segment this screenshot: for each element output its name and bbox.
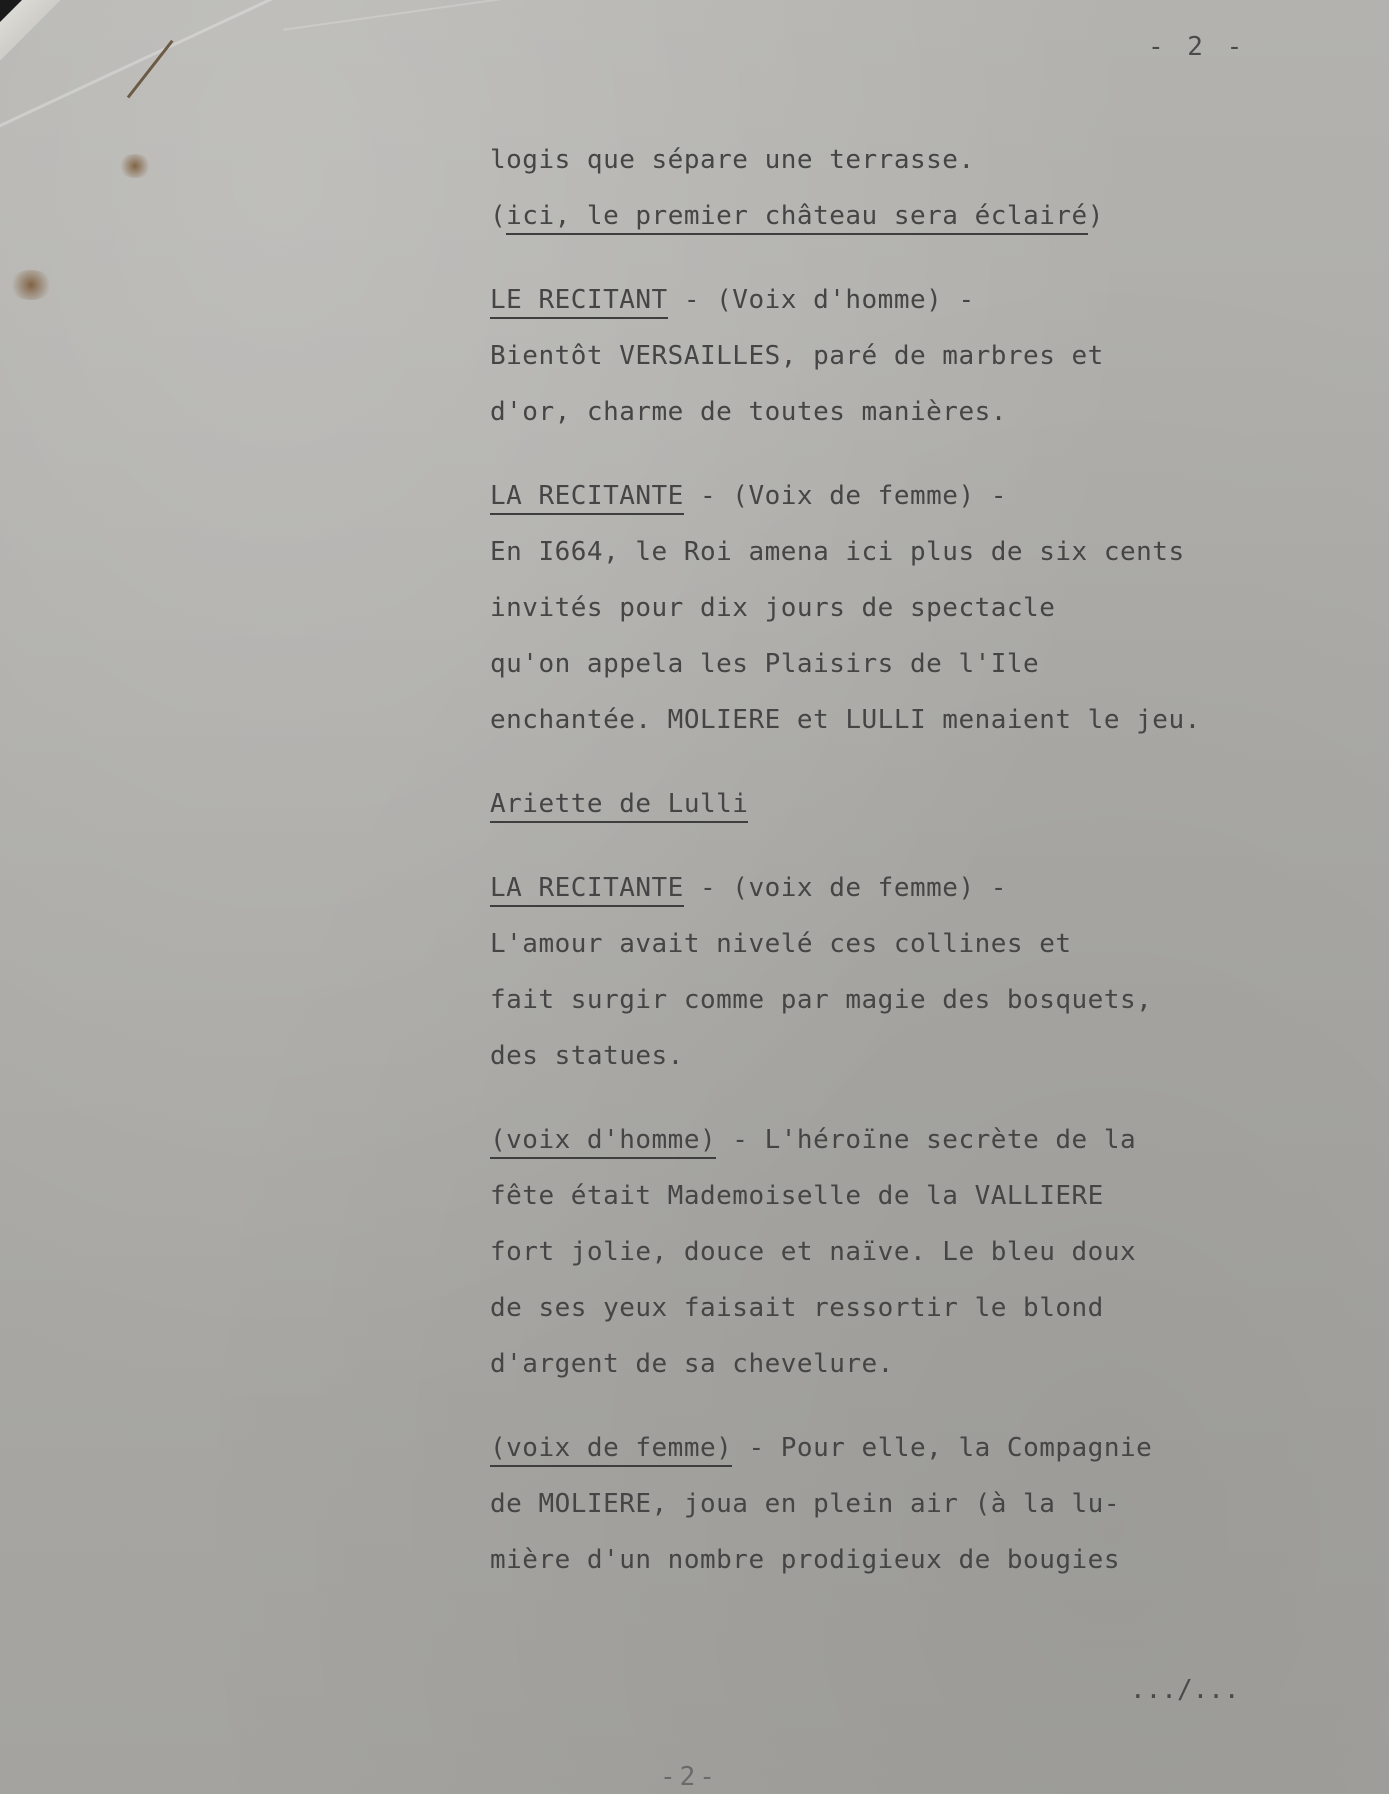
- speaker-line: (voix d'homme) - L'héroïne secrète de la: [490, 1120, 1350, 1176]
- staple-icon: [127, 40, 174, 99]
- text-line: de ses yeux faisait ressortir le blond: [490, 1293, 1104, 1323]
- text-line: fait surgir comme par magie des bosquets,: [490, 985, 1153, 1015]
- text-line: logis que sépare une terrasse.: [490, 145, 975, 175]
- text-line: mière d'un nombre prodigieux de bougies: [490, 1545, 1120, 1575]
- text-line: fort jolie, douce et naïve. Le bleu doux: [490, 1237, 1137, 1267]
- footer-page-number: -2-: [660, 1762, 719, 1792]
- text-line: d'argent de sa chevelure.: [490, 1349, 894, 1379]
- voice-direction: - (Voix d'homme) -: [667, 285, 975, 315]
- text-line: d'or, charme de toutes manières.: [490, 397, 1007, 427]
- voice-direction: (voix d'homme): [490, 1125, 716, 1159]
- rust-stain: [8, 270, 54, 300]
- speaker-line: [490, 868, 1350, 924]
- paper-fold-crease-top: [283, 0, 976, 31]
- voice-direction: (voix de femme): [490, 1433, 732, 1467]
- script-text: [490, 140, 1350, 1596]
- text-line: qu'on appela les Plaisirs de l'Ile: [490, 649, 1040, 679]
- text-line: invités pour dix jours de spectacle: [490, 593, 1056, 623]
- text-line: des statues.: [490, 1041, 684, 1071]
- speaker-name: LE RECITANT: [490, 285, 668, 319]
- text-line: de MOLIERE, joua en plein air (à la lu-: [490, 1489, 1120, 1519]
- text-line: enchantée. MOLIERE et LULLI menaient le jeu.: [490, 705, 1201, 735]
- continuation-mark: .../...: [1130, 1675, 1240, 1705]
- text-line: L'amour avait nivelé ces collines et: [490, 929, 1072, 959]
- speaker-line: (voix de femme) - Pour elle, la Compagnie: [490, 1428, 1350, 1484]
- page-number: - 2 -: [1148, 32, 1247, 62]
- voice-direction: - (voix de femme) -: [683, 873, 1007, 903]
- speaker-line: [490, 280, 1350, 336]
- speaker-name: LA RECITANTE: [490, 873, 684, 907]
- music-cue-title: Ariette de Lulli: [490, 789, 748, 823]
- corner-mark-icon: [0, 0, 22, 22]
- stage-direction: (ici, le premier château sera éclairé): [490, 196, 1350, 252]
- speaker-line: [490, 476, 1350, 532]
- speaker-name: LA RECITANTE: [490, 481, 684, 515]
- stage-direction-underlined: ici, le premier château sera éclairé: [506, 201, 1088, 235]
- text-line: Bientôt VERSAILLES, paré de marbres et: [490, 341, 1104, 371]
- music-cue: [490, 784, 1350, 840]
- text-line: fête était Mademoiselle de la VALLIERE: [490, 1181, 1104, 1211]
- voice-direction: - (Voix de femme) -: [683, 481, 1007, 511]
- rust-stain: [118, 154, 152, 178]
- text-line: En I664, le Roi amena ici plus de six cents: [490, 537, 1185, 567]
